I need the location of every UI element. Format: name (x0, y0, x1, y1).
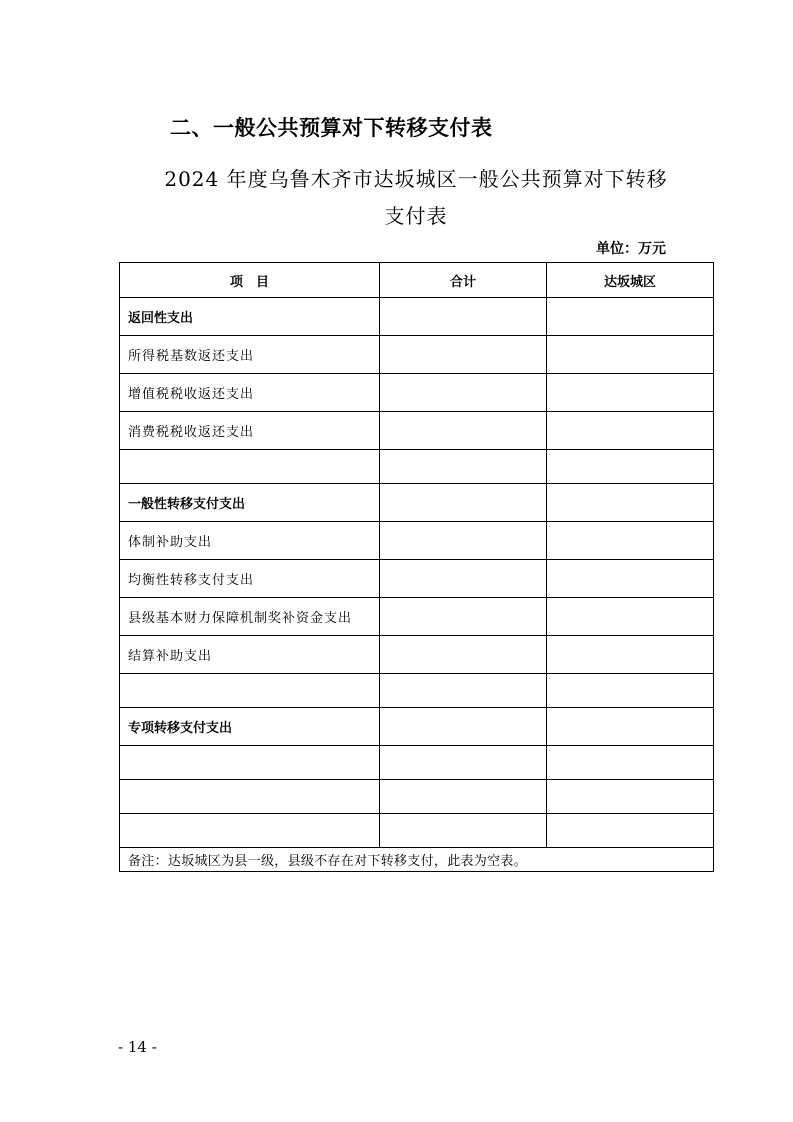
dabancheng-cell (547, 674, 714, 708)
table-row (120, 450, 714, 484)
dabancheng-cell (547, 636, 714, 674)
table-row (120, 636, 714, 674)
category-label: 专项转移支付支出 (120, 708, 380, 746)
category-label: 返回性支出 (120, 298, 380, 336)
dabancheng-cell (547, 412, 714, 450)
table-row (120, 780, 714, 814)
table-row (120, 336, 714, 374)
table-row (120, 746, 714, 780)
transfer-payment-table (119, 262, 714, 872)
dabancheng-cell (547, 336, 714, 374)
total-cell (380, 780, 547, 814)
table-body (120, 298, 714, 848)
dabancheng-cell (547, 746, 714, 780)
item-label (120, 814, 380, 848)
table-note: 备注：达坂城区为县一级，县级不存在对下转移支付，此表为空表。 (120, 848, 714, 872)
dabancheng-cell (547, 598, 714, 636)
item-label (120, 780, 380, 814)
table-row (120, 708, 714, 746)
note-row (120, 848, 714, 872)
item-label: 均衡性转移支付支出 (120, 560, 380, 598)
dabancheng-cell (547, 814, 714, 848)
column-header-item: 项 目 (120, 263, 380, 298)
item-label: 体制补助支出 (120, 522, 380, 560)
item-label: 县级基本财力保障机制奖补资金支出 (120, 598, 380, 636)
dabancheng-cell (547, 484, 714, 522)
total-cell (380, 412, 547, 450)
total-cell (380, 374, 547, 412)
total-cell (380, 814, 547, 848)
table-row (120, 560, 714, 598)
dabancheng-cell (547, 708, 714, 746)
total-cell (380, 450, 547, 484)
item-label (120, 746, 380, 780)
table-row (120, 522, 714, 560)
category-label: 一般性转移支付支出 (120, 484, 380, 522)
item-label (120, 450, 380, 484)
section-title: 二、一般公共预算对下转移支付表 (170, 116, 493, 140)
column-header-dabancheng: 达坂城区 (547, 263, 714, 298)
total-cell (380, 560, 547, 598)
table-row (120, 598, 714, 636)
dabancheng-cell (547, 450, 714, 484)
dabancheng-cell (547, 560, 714, 598)
item-label: 消费税税收返还支出 (120, 412, 380, 450)
table-row (120, 484, 714, 522)
table-row (120, 674, 714, 708)
item-label: 所得税基数返还支出 (120, 336, 380, 374)
table-row (120, 298, 714, 336)
table-row (120, 814, 714, 848)
dabancheng-cell (547, 522, 714, 560)
dabancheng-cell (547, 780, 714, 814)
total-cell (380, 746, 547, 780)
total-cell (380, 336, 547, 374)
total-cell (380, 598, 547, 636)
total-cell (380, 708, 547, 746)
column-header-total: 合计 (380, 263, 547, 298)
table-header-row (120, 263, 714, 298)
total-cell (380, 522, 547, 560)
table-row (120, 412, 714, 450)
page-number: - 14 - (118, 1038, 157, 1056)
item-label: 增值税税收返还支出 (120, 374, 380, 412)
item-label: 结算补助支出 (120, 636, 380, 674)
table-title-line2: 支付表 (384, 204, 448, 228)
dabancheng-cell (547, 374, 714, 412)
table-row (120, 374, 714, 412)
total-cell (380, 298, 547, 336)
total-cell (380, 484, 547, 522)
item-label (120, 674, 380, 708)
unit-label: 单位：万元 (596, 241, 666, 257)
dabancheng-cell (547, 298, 714, 336)
table-title-line1: 2024 年度乌鲁木齐市达坂城区一般公共预算对下转移 (164, 167, 668, 191)
total-cell (380, 636, 547, 674)
total-cell (380, 674, 547, 708)
